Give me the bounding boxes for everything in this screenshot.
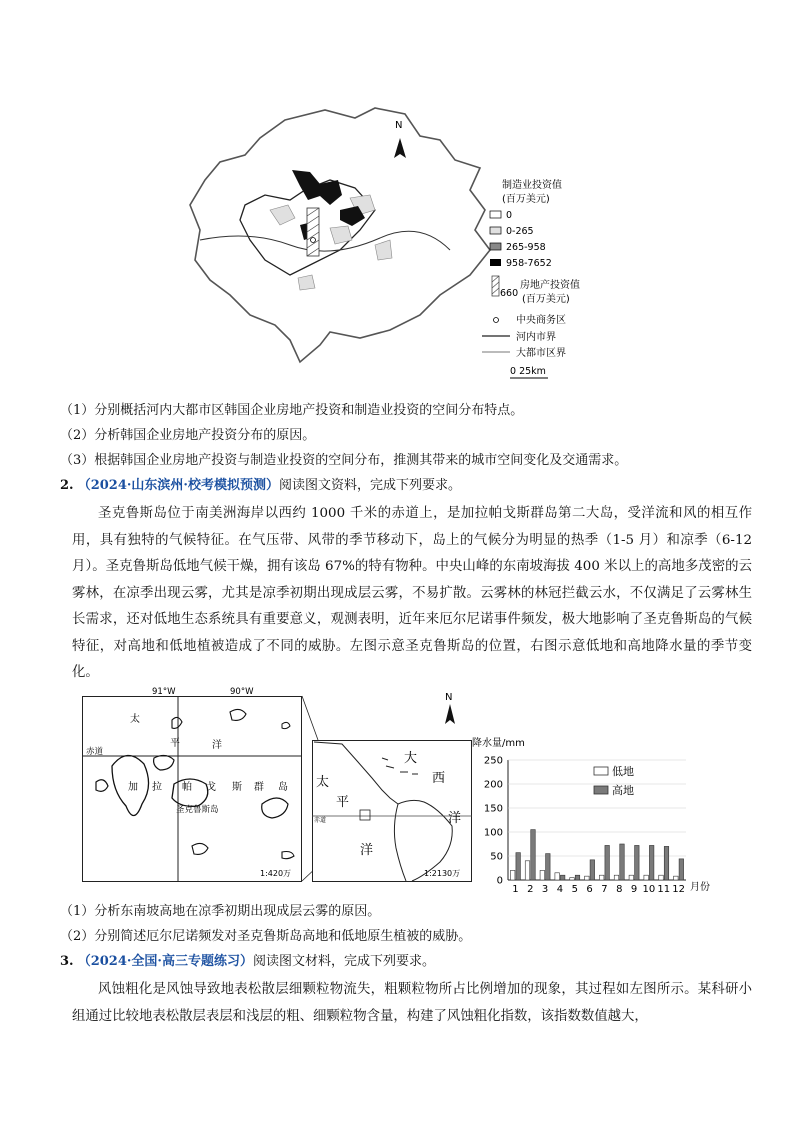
north-label: N	[395, 120, 403, 131]
q1-sub2: （2）分析韩国企业房地产投资分布的原因。	[60, 428, 316, 443]
legend-title-2: (百万美元)	[502, 194, 550, 205]
arch-char-2: 拉	[152, 782, 162, 793]
legend-swatch-1	[490, 227, 501, 234]
bar-lowland	[525, 861, 530, 880]
q3-number: 3.	[60, 954, 74, 969]
bar-highland	[679, 859, 684, 880]
q3-header	[60, 953, 435, 971]
q1-sub1: （1）分别概括河内大都市区韩国企业房地产投资和制造业投资的空间分布特点。	[60, 403, 524, 418]
x-tick-label: 9	[630, 884, 638, 894]
legend-hatch-icon	[492, 276, 499, 296]
q2-sub1: （1）分析东南坡高地在凉季初期出现成层云雾的原因。	[60, 904, 381, 919]
legend-high-label: 高地	[612, 784, 634, 797]
legend-scale: 0 25km	[510, 366, 546, 377]
bar-highland	[516, 853, 521, 880]
bar-lowland	[674, 876, 679, 880]
cbd-marker	[311, 238, 316, 243]
q3-source: （2024·全国·高三专题练习）	[77, 954, 253, 969]
x-tick-label: 7	[601, 884, 608, 894]
legend-title-1: 制造业投资值	[502, 180, 562, 191]
chart-legend	[594, 764, 634, 797]
north-arrow	[394, 138, 406, 158]
legend-metro-boundary: 大都市区界	[516, 348, 566, 359]
real-estate-bar	[307, 208, 319, 256]
bar-lowland	[629, 875, 634, 880]
legend-low-swatch	[594, 767, 608, 775]
legend-swatch-0	[490, 211, 501, 218]
x-tick-label: 8	[616, 884, 623, 894]
arch-char-3: 帕	[182, 782, 192, 793]
q2-header	[60, 477, 461, 495]
legend-low-label: 低地	[612, 765, 634, 778]
hanoi-investment-map	[180, 100, 640, 390]
santa-cruz-label: 圣克鲁斯岛	[176, 805, 219, 815]
q2-number: 2.	[60, 478, 74, 493]
ocean-char-3: 洋	[212, 740, 222, 751]
bar-highland	[635, 845, 640, 880]
x-tick-label: 5	[571, 884, 578, 894]
y-tick-label: 250	[483, 755, 503, 767]
q2-paragraph: 圣克鲁斯岛位于南美洲海岸以西约 1000 千米的赤道上，是加拉帕戈斯群岛第二大岛，受洋流和风的相互作用，具有独特的气候特征。在气压带、风带的季节移动下，岛上的气候分为明显的热季（1-5 月）和凉季（6-12 月）。圣克鲁斯岛低地气候干燥，拥有该岛 67%的特有物种。中央山峰的东南坡海拔 400 米以上的高地多茂密的云雾林，在凉季出现云雾，尤其是凉季初期出现成层云雾，不易扩散。云雾林的林冠拦截云水，不仅满足了云雾林生长需求，还对低地生态系统具有重要意义，观测表明，近年来厄尔尼诺事件频发，极大地影响了圣克鲁斯岛的气候特征，对高地和低地植被造成了不同的威胁。左图示意圣克鲁斯岛的位置，右图示意低地和高地降水量的季节变化。	[72, 506, 752, 680]
x-tick-label: 6	[586, 884, 593, 894]
q3-paragraph: 风蚀粗化是风蚀导致地表松散层细颗粒物流失，粗颗粒物所占比例增加的现象，其过程如左图所示。某科研小组通过比较地表松散层表层和浅层的粗、细颗粒物含量，构建了风蚀粗化指数，该指数数值越大，	[72, 982, 752, 1024]
arch-char-7: 岛	[278, 782, 288, 793]
legend-swatch-3	[490, 259, 501, 266]
legend-river-boundary: 河内市界	[516, 332, 556, 343]
x-tick-label: 11	[657, 884, 671, 894]
pac-char-2: 平	[336, 795, 350, 810]
legend-re-title-2: (百万美元)	[522, 294, 570, 305]
patch-light	[375, 240, 392, 260]
y-tick-label: 100	[483, 827, 503, 839]
bar-highland	[546, 854, 551, 880]
q2-instruction: 阅读图文资料，完成下列要求。	[278, 478, 461, 493]
river-line	[200, 231, 450, 251]
legend-item-2: 265-958	[506, 242, 546, 253]
patch-light	[270, 205, 295, 225]
bar-highland	[605, 845, 610, 880]
north-label-2: N	[445, 692, 453, 703]
arch-char-4: 戈	[206, 782, 216, 793]
bar-lowland	[570, 878, 575, 880]
arch-char-5: 斯	[232, 782, 242, 793]
y-tick-label: 150	[483, 803, 503, 815]
q3-instruction: 阅读图文材料，完成下列要求。	[252, 954, 435, 969]
q1-sub3: （3）根据韩国企业房地产投资与制造业投资的空间分布，推测其带来的城市空间变化及交通需求。	[60, 453, 628, 468]
legend-swatch-2	[490, 243, 501, 250]
americas-map	[312, 686, 472, 882]
bar-highland	[575, 875, 580, 880]
x-tick-label: 4	[556, 884, 564, 894]
bar-lowland	[644, 875, 649, 880]
north-arrow-2	[445, 704, 455, 724]
legend-item-1: 0-265	[506, 226, 534, 237]
legend-cbd-marker	[494, 318, 499, 323]
y-tick-label: 200	[483, 779, 503, 791]
x-tick-label: 12	[672, 884, 685, 894]
arch-char-1: 加	[128, 782, 138, 793]
atl-char-1: 大	[404, 751, 418, 766]
bar-lowland	[540, 870, 545, 880]
bar-highland	[664, 846, 669, 880]
legend-item-0: 0	[506, 210, 513, 221]
lon-label-91: 91°W	[152, 687, 176, 697]
bar-lowland	[555, 873, 560, 880]
q2-sub2: （2）分别简述厄尔尼诺频发对圣克鲁斯岛高地和低地原生植被的威胁。	[60, 929, 472, 944]
bar-lowland	[614, 875, 619, 880]
y-tick-label: 50	[490, 851, 503, 863]
ocean-char-1: 太	[130, 714, 140, 725]
legend-re-value: 660	[500, 288, 519, 299]
x-tick-label: 2	[527, 884, 534, 894]
pac-char-1: 太	[316, 775, 330, 790]
equator-label: 赤道	[86, 747, 104, 757]
atl-char-2: 西	[432, 771, 446, 786]
bar-lowland	[599, 875, 604, 880]
legend-high-swatch	[594, 786, 608, 794]
lon-label-90: 90°W	[230, 687, 254, 697]
precipitation-chart	[468, 734, 718, 894]
bar-highland	[590, 860, 595, 880]
patch-black	[292, 170, 342, 205]
equator-label-2: 赤道	[314, 817, 327, 824]
bar-highland	[531, 830, 536, 880]
legend-cbd: 中央商务区	[516, 315, 566, 326]
x-tick-label: 10	[642, 884, 656, 894]
bar-highland	[560, 875, 565, 880]
x-tick-label: 1	[512, 884, 519, 894]
bar-highland	[649, 845, 654, 880]
legend-re-title-1: 房地产投资值	[520, 280, 580, 291]
galapagos-map	[82, 686, 302, 882]
left-map-scale: 1:420万	[260, 869, 292, 878]
legend-item-3: 958-7652	[506, 258, 552, 269]
right-map-scale: 1:2130万	[424, 869, 461, 878]
y-tick-label: 0	[496, 875, 503, 887]
bar-highland	[620, 844, 625, 880]
chart-ylabel: 降水量/mm	[472, 738, 525, 749]
arch-char-6: 群	[254, 782, 264, 793]
atl-char-3: 洋	[448, 811, 462, 826]
bar-lowland	[510, 870, 515, 880]
ocean-char-2: 平	[170, 738, 180, 749]
pac-char-3: 洋	[360, 843, 374, 858]
q2-source: （2024·山东滨州·校考模拟预测）	[77, 478, 279, 493]
patch-light	[298, 275, 315, 290]
bar-lowland	[659, 875, 664, 880]
chart-xlabel: 月份	[690, 882, 710, 893]
bar-lowland	[585, 876, 590, 880]
x-tick-label: 3	[541, 884, 549, 894]
